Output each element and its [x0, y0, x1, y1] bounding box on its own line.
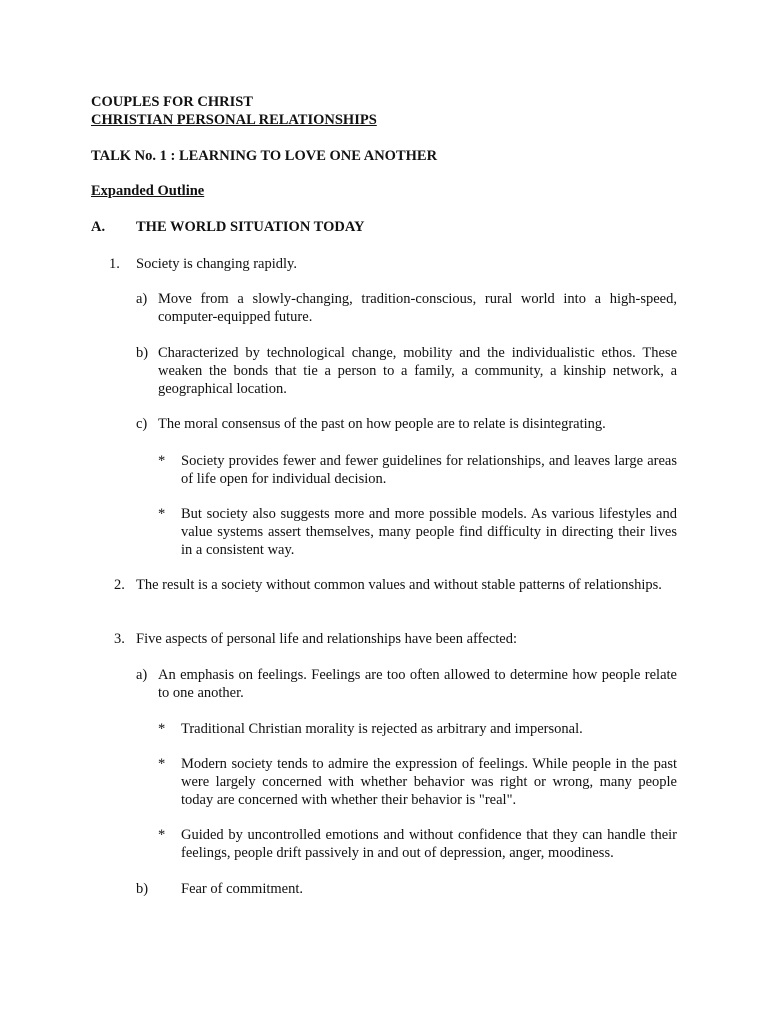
item-2-text: The result is a society without common values and without stable patterns of relationships.: [136, 577, 662, 593]
bullet-marker: *: [158, 827, 166, 843]
section-a-marker: A.: [91, 219, 106, 235]
item-1a-marker: a): [136, 291, 148, 307]
bullet-text: Society provides fewer and fewer guidelines for relationships, and leaves large areas of life open for individual decision.: [181, 453, 677, 487]
bullet-text: Guided by uncontrolled emotions and without confidence that they can handle their feelings, people drift passively in and out of depression, anger, moodiness.: [181, 827, 677, 861]
item-3b-text: Fear of commitment.: [181, 881, 304, 897]
item-3b-marker: b): [136, 881, 149, 897]
bullet-text: But society also suggests more and more possible models. As various lifestyles and value systems assert themselves, many people find difficulty in directing their lives in a consistent way.: [181, 506, 677, 558]
item-3-text: Five aspects of personal life and relationships have been affected:: [136, 631, 518, 647]
bullet-marker: *: [158, 756, 166, 772]
org-title: COUPLES FOR CHRIST: [91, 94, 253, 110]
bullet-marker: *: [158, 721, 166, 737]
bullet-text: Traditional Christian morality is rejected as arbitrary and impersonal.: [181, 721, 583, 737]
course-title: CHRISTIAN PERSONAL RELATIONSHIPS: [91, 112, 377, 128]
item-1c-marker: c): [136, 416, 148, 432]
item-1c-text: The moral consensus of the past on how people are to relate is disintegrating.: [158, 416, 606, 432]
bullet-text: Modern society tends to admire the expression of feelings. While people in the past were largely concerned with whether behavior was right or wrong, many people today are concerned with whether their behavior is "real".: [181, 756, 677, 808]
item-3a-text: An emphasis on feelings. Feelings are too often allowed to determine how people relate to one another.: [158, 667, 677, 701]
section-a-title: THE WORLD SITUATION TODAY: [136, 219, 365, 235]
talk-title: TALK No. 1 : LEARNING TO LOVE ONE ANOTHER: [91, 148, 438, 164]
item-2-marker: 2.: [114, 577, 125, 593]
item-1a-text: Move from a slowly-changing, tradition-conscious, rural world into a high-speed, computer-equipped future.: [158, 291, 677, 325]
item-3a-marker: a): [136, 667, 148, 683]
item-1-marker: 1.: [109, 256, 120, 272]
item-1-text: Society is changing rapidly.: [136, 256, 297, 272]
bullet-marker: *: [158, 506, 166, 522]
item-1b-marker: b): [136, 345, 149, 361]
bullet-marker: *: [158, 453, 166, 469]
outline-subtitle: Expanded Outline: [91, 183, 205, 199]
item-3-marker: 3.: [114, 631, 125, 647]
item-1b-text: Characterized by technological change, mobility and the individualistic ethos. These weaken the bonds that tie a person to a family, a community, a kinship network, a geographical location.: [158, 345, 677, 397]
